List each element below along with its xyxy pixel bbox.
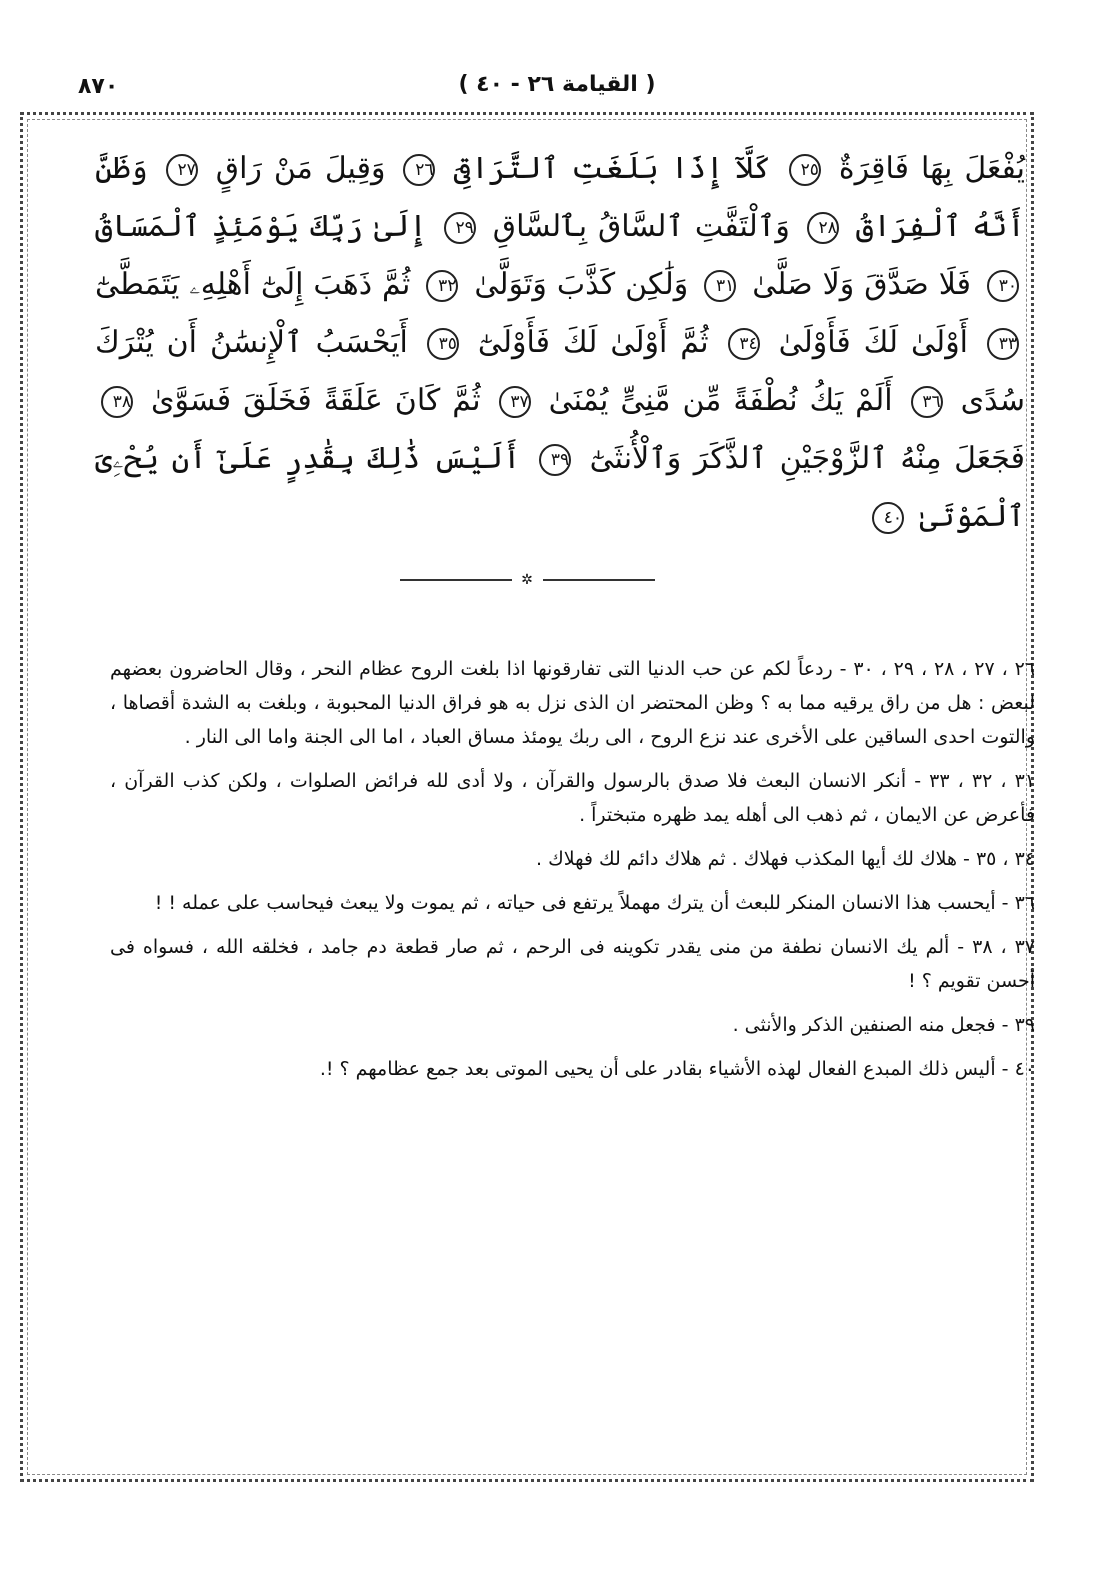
page-number: ٨٧٠ [78, 74, 119, 99]
verse-number-marker: ٣٠ [987, 270, 1019, 302]
verse-number-marker: ٣٥ [427, 328, 459, 360]
quran-verses-block [95, 140, 1025, 546]
verse-number-marker: ٢٦ [403, 154, 435, 186]
running-title: ( القيامة ٢٦ - ٤٠ ) [458, 72, 656, 97]
verse-number-marker: ٣١ [704, 270, 736, 302]
verse-text: وَقِيلَ مَنْ رَاقٍ [215, 151, 386, 186]
verse-number-marker: ٣٨ [101, 386, 133, 418]
verse-text: ثُمَّ أَوْلَىٰ لَكَ فَأَوْلَىٰٓ [477, 325, 709, 360]
commentary-paragraph: ٣٧ ، ٣٨ - ألم يك الانسان نطفة من منى يقدر تكوينه فى الرحم ، ثم صار قطعة دم جامد ، فخلقه الله ، فسواه فى أحسن تقويم ؟ ! [110, 936, 1036, 992]
verse-text: وَلَٰكِن كَذَّبَ وَتَوَلَّىٰ [474, 267, 689, 302]
commentary-paragraph: ٤٠ - أليس ذلك المبدع الفعال لهذه الأشياء بقادر على أن يحيى الموتى بعد جمع عظامهم ؟ !. [319, 1058, 1035, 1080]
verse-number-marker: ٣٤ [728, 328, 760, 360]
verse-text: أَلَمْ يَكُ نُطْفَةً مِّن مَّنِىٍّ يُمْنَىٰ [548, 383, 893, 418]
verse-number-marker: ٢٩ [444, 212, 476, 244]
commentary-paragraph: ٣٤ ، ٣٥ - هلاك لك أيها المكذب فهلاك . ثم هلاك دائم لك فهلاك . [536, 848, 1035, 870]
verse-number-marker: ٣٩ [539, 444, 571, 476]
verse-text: أَوْلَىٰ لَكَ فَأَوْلَىٰ [778, 325, 969, 360]
commentary-paragraph: ٢٦ ، ٢٧ ، ٢٨ ، ٢٩ ، ٣٠ - ردعاً لكم عن حب الدنيا التى تفارقونها اذا بلغت الروح عظام النحر ، وقال الحاضرون بعضهم لبعض : هل من راق يرقيه مما به ؟ وظن المحتضر ان الذى نزل به هو فراق الدنيا المحبوبة ، وبلغت به الشدة أقصاها ، والتوت احدى الساقين على الأخرى عند نزع الروح ، الى ربك يومئذ مساق العباد ، اما الى الجنة واما الى النار . [110, 658, 1036, 748]
verse-text: فَلَا صَدَّقَ وَلَا صَلَّىٰ [752, 267, 972, 302]
verse-number-marker: ٢٨ [807, 212, 839, 244]
verse-number-marker: ٣٢ [426, 270, 458, 302]
commentary-block [110, 652, 1035, 1096]
section-divider [400, 572, 655, 588]
verse-number-marker: ٢٧ [166, 154, 198, 186]
verse-number-marker: ٤٠ [872, 502, 904, 534]
verse-text: وَظَنَّ أَنَّهُ ٱلْفِرَاقُ [95, 151, 1026, 244]
divider-line [400, 579, 512, 581]
ornament-icon: ✲ [521, 572, 533, 588]
verse-text: كَلَّآ إِذَا بَلَغَتِ ٱلتَّرَاقِىَ [453, 151, 771, 186]
verse-text: إِلَىٰ رَبِّكَ يَوْمَئِذٍ ٱلْمَسَاقُ [95, 209, 427, 244]
verse-number-marker: ٣٦ [911, 386, 943, 418]
verse-text: ثُمَّ ذَهَبَ إِلَىٰٓ أَهْلِهِۦ يَتَمَطَّىٰٓ [95, 267, 411, 302]
verse-text: أَلَيْسَ ذَٰلِكَ بِقَٰدِرٍ عَلَىٰٓ أَن يُحْۦِىَ ٱلْمَوْتَىٰ [95, 441, 1025, 534]
verse-text: فَجَعَلَ مِنْهُ ٱلزَّوْجَيْنِ ٱلذَّكَرَ وَٱلْأُنثَىٰٓ [589, 441, 1025, 476]
verse-text: وَٱلْتَفَّتِ ٱلسَّاقُ بِٱلسَّاقِ [492, 209, 790, 244]
verse-number-marker: ٣٧ [499, 386, 531, 418]
verse-number-marker: ٣٣ [987, 328, 1019, 360]
commentary-paragraph: ٣٩ - فجعل منه الصنفين الذكر والأنثى . [732, 1014, 1035, 1036]
divider-line [543, 579, 655, 581]
verse-number-marker: ٢٥ [789, 154, 821, 186]
verse-text: ثُمَّ كَانَ عَلَقَةً فَخَلَقَ فَسَوَّىٰ [151, 383, 481, 418]
commentary-paragraph: ٣٦ - أيحسب هذا الانسان المنكر للبعث أن يترك مهملاً يرتفع فى حياته ، ثم يموت ولا يبعث فيحاسب على عمله ! ! [154, 892, 1035, 914]
commentary-paragraph: ٣١ ، ٣٢ ، ٣٣ - أنكر الانسان البعث فلا صدق بالرسول والقرآن ، ولا أدى لله فرائض الصلوات ، ولكن كذب القرآن ، فأعرض عن الايمان ، ثم ذهب الى أهله يمد ظهره متبختراً . [110, 770, 1035, 826]
verse-text: يُفْعَلَ بِهَا فَاقِرَةٌ [838, 151, 1026, 186]
verse-text: أَيَحْسَبُ ٱلْإِنسَٰنُ أَن يُتْرَكَ سُدًى [95, 325, 1025, 418]
